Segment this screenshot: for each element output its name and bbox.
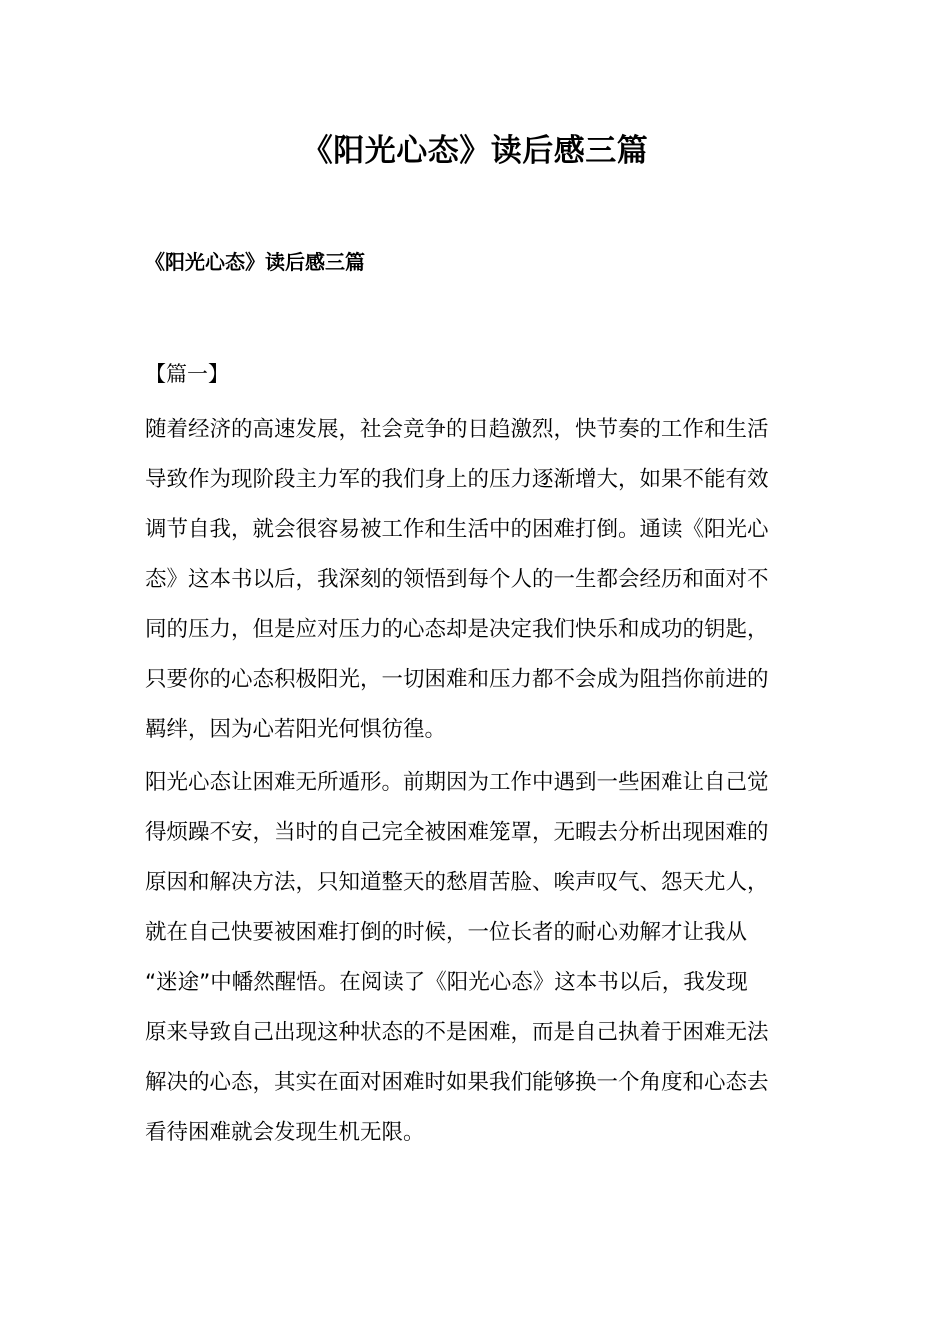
paragraph-line: 导致作为现阶段主力军的我们身上的压力逐渐增大，如果不能有效 (145, 467, 769, 492)
paragraph-2 (145, 758, 805, 1158)
paragraph-line: 调节自我，就会很容易被工作和生活中的困难打倒。通读《阳光心 (145, 517, 769, 542)
paragraph-line: 得烦躁不安，当时的自己完全被困难笼罩，无暇去分析出现困难的 (145, 820, 769, 845)
section-label: 【篇一】 (145, 362, 229, 386)
paragraph-line: 同的压力，但是应对压力的心态却是决定我们快乐和成功的钥匙， (145, 617, 769, 642)
paragraph-line: 态》这本书以后，我深刻的领悟到每个人的一生都会经历和面对不 (145, 567, 769, 592)
document-subtitle: 《阳光心态》读后感三篇 (145, 250, 365, 274)
paragraph-1 (145, 405, 805, 755)
paragraph-line: 就在自己快要被困难打倒的时候，一位长者的耐心劝解才让我从 (145, 920, 748, 945)
paragraph-line: 看待困难就会发现生机无限。 (145, 1120, 425, 1145)
paragraph-line: 原来导致自己出现这种状态的不是困难，而是自己执着于困难无法 (145, 1020, 769, 1045)
paragraph-line: 原因和解决方法，只知道整天的愁眉苦脸、唉声叹气、怨天尤人， (145, 870, 769, 895)
paragraph-line: 只要你的心态积极阳光，一切困难和压力都不会成为阻挡你前进的 (145, 667, 769, 692)
paragraph-line: 随着经济的高速发展，社会竞争的日趋激烈，快节奏的工作和生活 (145, 417, 769, 442)
paragraph-line: “迷途”中幡然醒悟。在阅读了《阳光心态》这本书以后，我发现 (145, 970, 748, 995)
paragraph-line: 羁绊，因为心若阳光何惧彷徨。 (145, 717, 447, 742)
paragraph-line: 阳光心态让困难无所遁形。前期因为工作中遇到一些困难让自己觉 (145, 770, 769, 795)
paragraph-line: 解决的心态，其实在面对困难时如果我们能够换一个角度和心态去 (145, 1070, 769, 1095)
document-title: 《阳光心态》读后感三篇 (301, 133, 649, 169)
